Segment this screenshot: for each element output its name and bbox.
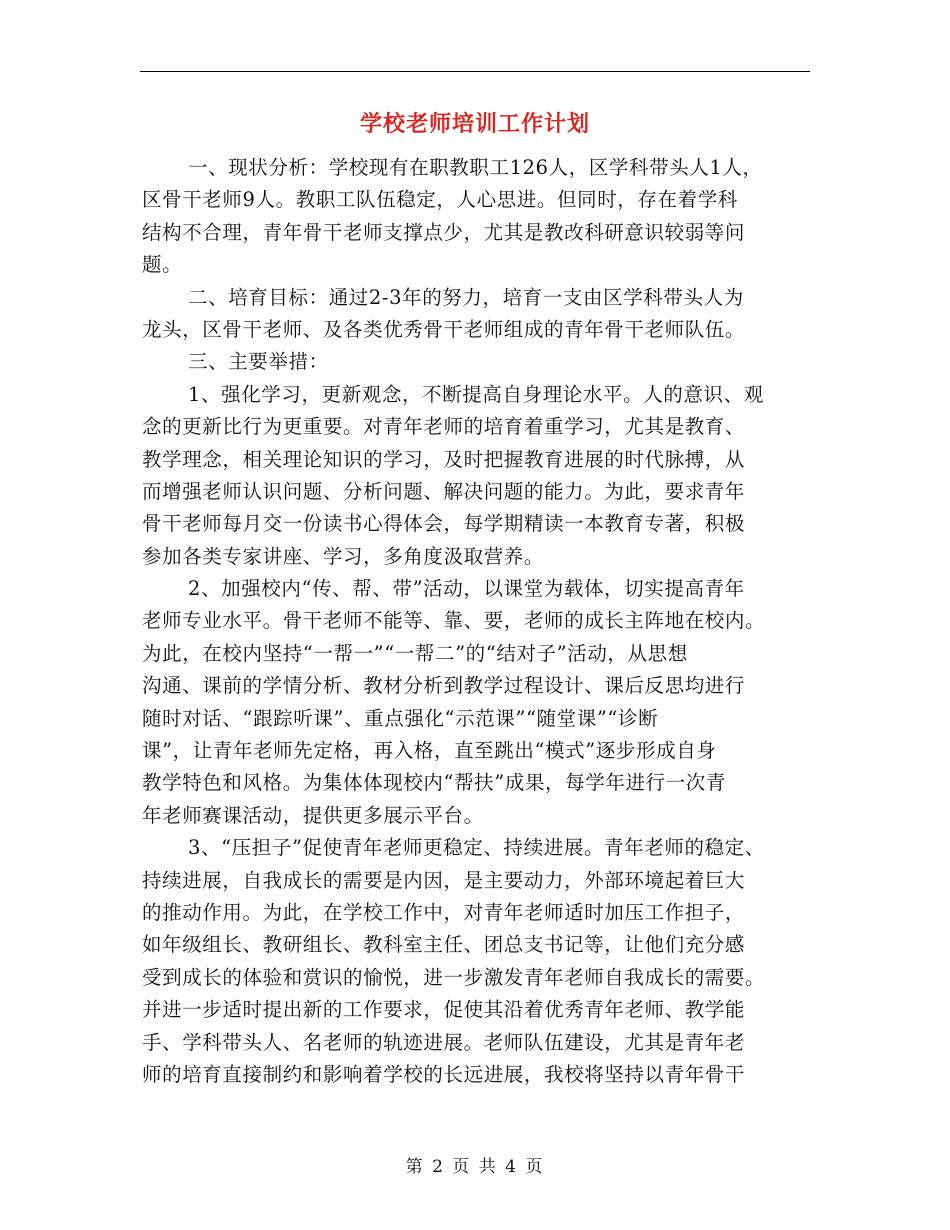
body-line: 手、学科带头人、名老师的轨迹进展。老师队伍建设，尤其是青年老 — [142, 1030, 746, 1054]
body-line: 老师专业水平。骨干老师不能等、靠、要，老师的成长主阵地在校内。 — [142, 609, 766, 633]
body-line: 3、“压担子”促使青年老师更稳定、持续进展。青年老师的稳定、 — [188, 836, 765, 860]
body-line: 而增强老师认识问题、分析问题、解决问题的能力。为此，要求青年 — [142, 479, 746, 503]
page-number: 第 2 页 共 4 页 — [405, 1157, 545, 1177]
document-body — [142, 152, 832, 1091]
body-line: 的推动作用。为此，在学校工作中，对青年老师适时加压工作担子， — [142, 900, 746, 924]
body-line: 如年级组长、教研组长、教科室主任、团总支书记等，让他们充分感 — [142, 933, 746, 957]
body-line: 龙头，区骨干老师、及各类优秀骨干老师组成的青年骨干老师队伍。 — [142, 317, 746, 341]
body-line: 一、现状分析：学校现有在职教职工126人，区学科带头人1人， — [188, 156, 763, 179]
header-rule — [140, 71, 810, 72]
body-line: 随时对话、“跟踪听课”、重点强化“示范课”“随堂课”“诊断 — [142, 706, 659, 730]
body-line: 题。 — [142, 253, 183, 277]
body-line: 结构不合理，青年骨干老师支撑点少，尤其是教改科研意识较弱等问 — [142, 220, 746, 244]
body-line: 为此，在校内坚持“一帮一”“一帮二”的“结对子”活动，从思想 — [142, 641, 688, 665]
body-line: 课”，让青年老师先定格，再入格，直至跳出“模式”逐步形成自身 — [142, 739, 717, 763]
body-line: 2、加强校内“传、帮、带”活动，以课堂为载体，切实提高青年 — [188, 577, 745, 601]
body-line: 1、强化学习，更新观念，不断提高自身理论水平。人的意识、观 — [188, 382, 764, 406]
body-line: 三、主要举措： — [188, 350, 329, 374]
body-line: 念的更新比行为更重要。对青年老师的培育着重学习，尤其是教育、 — [142, 415, 746, 439]
body-line: 师的培育直接制约和影响着学校的长远进展，我校将坚持以青年骨干 — [142, 1062, 746, 1086]
body-line: 区骨干老师9人。教职工队伍稳定，人心思进。但同时，存在着学科 — [142, 188, 738, 212]
body-line: 骨干老师每月交一份读书心得体会，每学期精读一本教育专著，积极 — [142, 512, 746, 536]
body-line: 教学理念，相关理论知识的学习，及时把握教育进展的时代脉搏，从 — [142, 447, 746, 471]
body-line: 受到成长的体验和赏识的愉悦，进一步激发青年老师自我成长的需要。 — [142, 965, 766, 989]
body-line: 二、培育目标：通过2-3年的努力，培育一支由区学科带头人为 — [188, 285, 744, 309]
body-line: 并进一步适时提出新的工作要求，促使其沿着优秀青年老师、教学能 — [142, 998, 746, 1022]
body-line: 参加各类专家讲座、学习，多角度汲取营养。 — [142, 544, 545, 568]
body-line: 教学特色和风格。为集体体现校内“帮扶”成果，每学年进行一次青 — [142, 771, 726, 795]
body-line: 年老师赛课活动，提供更多展示平台。 — [142, 803, 484, 827]
body-line: 沟通、课前的学情分析、教材分析到教学过程设计、课后反思均进行 — [142, 674, 746, 698]
body-line: 持续进展，自我成长的需要是内因，是主要动力，外部环境起着巨大 — [142, 868, 746, 892]
document-title: 学校老师培训工作计划 — [359, 111, 590, 137]
